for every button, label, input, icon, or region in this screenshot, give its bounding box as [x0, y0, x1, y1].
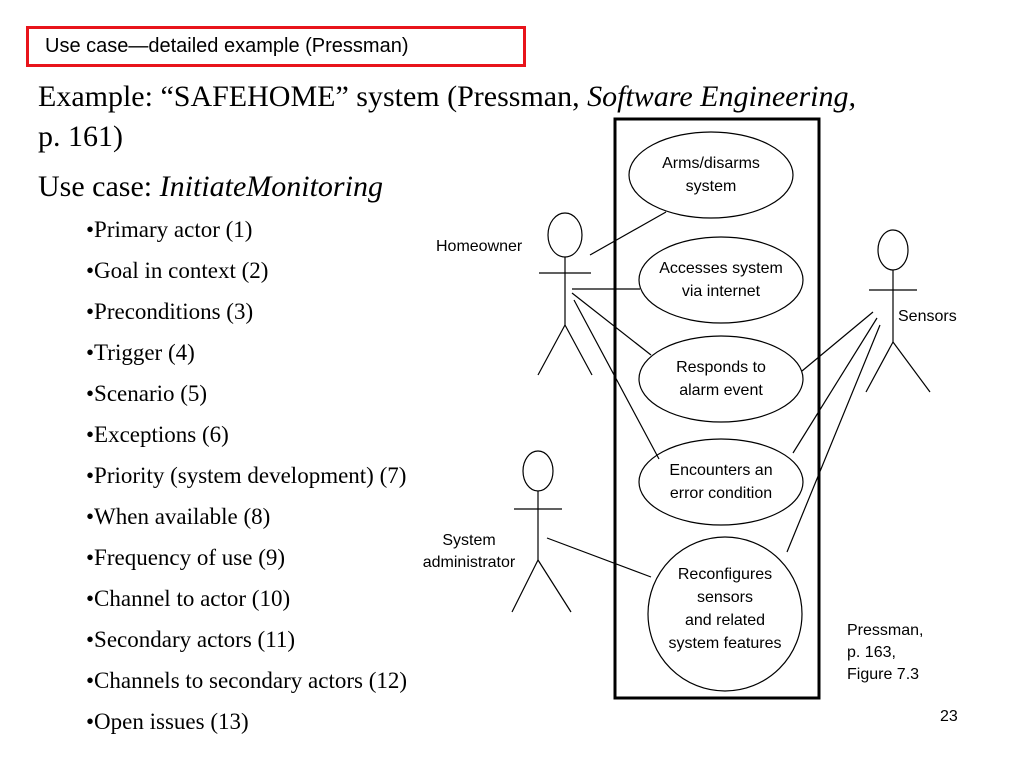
book-title: Software Engineering, — [587, 80, 856, 113]
list-item: •Trigger (4) — [86, 340, 195, 365]
use-case-accesses-internet-label — [639, 257, 803, 303]
uc4-line1: Encounters an — [669, 462, 773, 479]
sysadmin-label-line2: administrator — [422, 554, 516, 571]
uc5-line2: sensors — [696, 589, 754, 606]
uc3-line2: alarm event — [679, 382, 763, 399]
use-case-reconfigures-label — [651, 563, 799, 655]
example-page: p. 161) — [38, 120, 123, 153]
assoc-sensors-error — [793, 318, 877, 453]
page-number: 23 — [940, 708, 958, 725]
uc2-line1: Accesses system — [659, 260, 783, 277]
sysadmin-label-line1: System — [442, 532, 496, 549]
sensors-right-leg — [893, 342, 930, 392]
list-item: •Scenario (5) — [86, 381, 208, 406]
figure-citation — [847, 620, 923, 686]
list-item: •Goal in context (2) — [86, 258, 269, 283]
list-item: •Primary actor (1) — [86, 217, 253, 242]
uc5-line1: Reconfigures — [677, 566, 773, 583]
uc4-line2: error condition — [669, 485, 773, 502]
list-item: •Open issues (13) — [86, 709, 249, 734]
list-item: •Priority (system development) (7) — [86, 463, 407, 488]
uc1-line2: system — [685, 178, 737, 195]
list-item: •Preconditions (3) — [86, 299, 254, 324]
list-item: •Frequency of use (9) — [86, 545, 286, 570]
use-case-label: Use case: — [38, 170, 160, 203]
sysadmin-label — [412, 530, 526, 574]
list-item: •Channels to secondary actors (12) — [86, 668, 408, 693]
use-case-error-condition-label — [639, 459, 803, 505]
list-item: •Channel to actor (10) — [86, 586, 291, 611]
citation-line1: Pressman, — [847, 622, 924, 639]
homeowner-left-leg — [538, 325, 565, 375]
citation-line3: Figure 7.3 — [847, 666, 920, 683]
citation-line2: p. 163, — [847, 644, 896, 661]
sensors-label: Sensors — [898, 308, 957, 325]
use-case-responds-alarm-label — [639, 356, 803, 402]
list-item: •Secondary actors (11) — [86, 627, 296, 652]
uc1-line1: Arms/disarms — [662, 155, 760, 172]
assoc-sysadmin-reconfigure — [547, 538, 651, 577]
list-item: •Exceptions (6) — [86, 422, 229, 447]
homeowner-right-leg — [565, 325, 592, 375]
uc5-line3: and related — [684, 612, 766, 629]
sysadmin-head — [523, 451, 553, 491]
uc2-line2: via internet — [681, 283, 761, 300]
use-case-name: InitiateMonitoring — [159, 170, 383, 203]
assoc-homeowner-arms — [590, 212, 666, 255]
list-item: •When available (8) — [86, 504, 271, 529]
example-prefix: Example: “SAFEHOME” system (Pressman, — [38, 80, 588, 113]
sensors-head — [878, 230, 908, 270]
homeowner-head — [548, 213, 582, 257]
use-case-arms-disarms-label — [630, 152, 792, 198]
uc3-line1: Responds to — [676, 359, 766, 376]
homeowner-label: Homeowner — [436, 238, 523, 255]
slide-title-text: Use case—detailed example (Pressman) — [45, 35, 409, 57]
homeowner-actor — [538, 213, 592, 375]
uc5-line4: system features — [668, 635, 782, 652]
sysadmin-right-leg — [538, 560, 571, 612]
